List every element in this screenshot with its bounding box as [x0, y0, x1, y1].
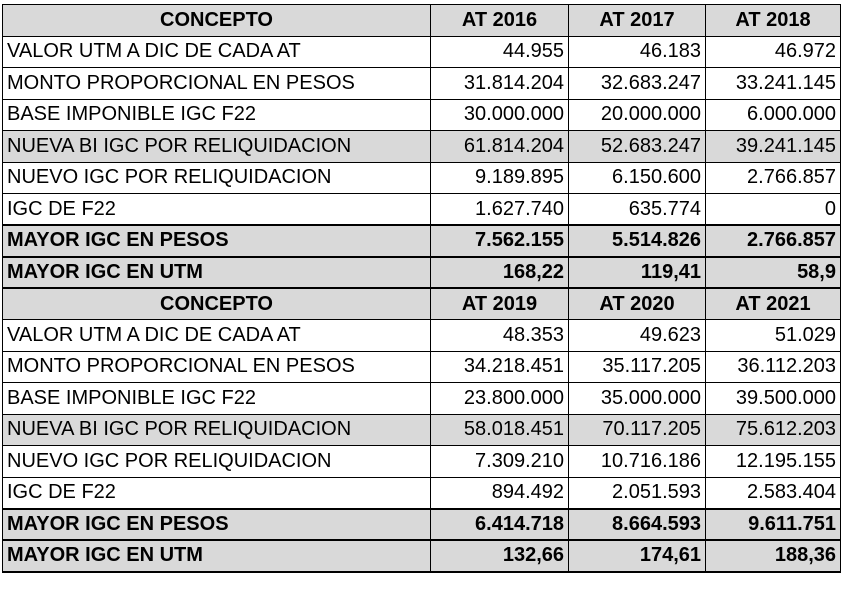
row-label: BASE IMPONIBLE IGC F22 — [3, 383, 431, 415]
row-value: 2.766.857 — [706, 162, 841, 194]
row-value: 12.195.155 — [706, 446, 841, 478]
row-value: 6.150.600 — [569, 162, 706, 194]
table-row — [3, 257, 841, 289]
row-value: 9.611.751 — [706, 509, 841, 541]
row-value: 7.309.210 — [431, 446, 569, 478]
header-cell-concepto: CONCEPTO — [3, 5, 431, 37]
row-value: 35.000.000 — [569, 383, 706, 415]
row-value: 0 — [706, 194, 841, 226]
row-value: 132,66 — [431, 540, 569, 572]
row-value: 70.117.205 — [569, 414, 706, 446]
table-row — [3, 225, 841, 257]
row-label: MONTO PROPORCIONAL EN PESOS — [3, 351, 431, 383]
row-value: 39.500.000 — [706, 383, 841, 415]
table-row — [3, 162, 841, 194]
row-value: 52.683.247 — [569, 131, 706, 163]
row-value: 7.562.155 — [431, 225, 569, 257]
table-row — [3, 351, 841, 383]
row-label: BASE IMPONIBLE IGC F22 — [3, 99, 431, 131]
row-value: 174,61 — [569, 540, 706, 572]
table-row — [3, 194, 841, 226]
table-row — [3, 414, 841, 446]
row-value: 48.353 — [431, 320, 569, 352]
row-value: 20.000.000 — [569, 99, 706, 131]
row-label: IGC DE F22 — [3, 194, 431, 226]
row-value: 36.112.203 — [706, 351, 841, 383]
header-cell-year: AT 2019 — [431, 288, 569, 320]
row-value: 23.800.000 — [431, 383, 569, 415]
row-value: 34.218.451 — [431, 351, 569, 383]
row-value: 6.414.718 — [431, 509, 569, 541]
row-value: 8.664.593 — [569, 509, 706, 541]
table-row — [3, 477, 841, 509]
table-row — [3, 36, 841, 68]
row-value: 2.766.857 — [706, 225, 841, 257]
row-value: 58,9 — [706, 257, 841, 289]
row-label: MONTO PROPORCIONAL EN PESOS — [3, 68, 431, 100]
row-value: 168,22 — [431, 257, 569, 289]
row-value: 49.623 — [569, 320, 706, 352]
header-row — [3, 288, 841, 320]
header-cell-concepto: CONCEPTO — [3, 288, 431, 320]
row-value: 35.117.205 — [569, 351, 706, 383]
header-cell-year: AT 2017 — [569, 5, 706, 37]
row-value: 33.241.145 — [706, 68, 841, 100]
row-label: MAYOR IGC EN UTM — [3, 257, 431, 289]
row-value: 30.000.000 — [431, 99, 569, 131]
table-row — [3, 131, 841, 163]
row-label: MAYOR IGC EN PESOS — [3, 509, 431, 541]
row-value: 5.514.826 — [569, 225, 706, 257]
row-label: MAYOR IGC EN PESOS — [3, 225, 431, 257]
row-label: IGC DE F22 — [3, 477, 431, 509]
table-row — [3, 383, 841, 415]
table-row — [3, 99, 841, 131]
row-label: NUEVA BI IGC POR RELIQUIDACION — [3, 131, 431, 163]
row-label: NUEVO IGC POR RELIQUIDACION — [3, 162, 431, 194]
row-label: VALOR UTM A DIC DE CADA AT — [3, 36, 431, 68]
row-value: 9.189.895 — [431, 162, 569, 194]
header-cell-year: AT 2020 — [569, 288, 706, 320]
table-row — [3, 509, 841, 541]
row-value: 119,41 — [569, 257, 706, 289]
table-row — [3, 68, 841, 100]
row-value: 1.627.740 — [431, 194, 569, 226]
row-value: 32.683.247 — [569, 68, 706, 100]
header-cell-year: AT 2021 — [706, 288, 841, 320]
row-value: 58.018.451 — [431, 414, 569, 446]
row-value: 46.183 — [569, 36, 706, 68]
row-value: 31.814.204 — [431, 68, 569, 100]
tax-reliquidation-table — [2, 4, 841, 573]
table-row — [3, 446, 841, 478]
header-cell-year: AT 2018 — [706, 5, 841, 37]
row-label: NUEVA BI IGC POR RELIQUIDACION — [3, 414, 431, 446]
table-row — [3, 320, 841, 352]
row-value: 635.774 — [569, 194, 706, 226]
row-value: 39.241.145 — [706, 131, 841, 163]
row-value: 2.583.404 — [706, 477, 841, 509]
header-row — [3, 5, 841, 37]
header-cell-year: AT 2016 — [431, 5, 569, 37]
row-label: VALOR UTM A DIC DE CADA AT — [3, 320, 431, 352]
row-value: 46.972 — [706, 36, 841, 68]
row-value: 2.051.593 — [569, 477, 706, 509]
row-value: 188,36 — [706, 540, 841, 572]
row-value: 10.716.186 — [569, 446, 706, 478]
row-value: 44.955 — [431, 36, 569, 68]
row-value: 75.612.203 — [706, 414, 841, 446]
row-label: NUEVO IGC POR RELIQUIDACION — [3, 446, 431, 478]
row-value: 6.000.000 — [706, 99, 841, 131]
table-body — [3, 5, 841, 572]
row-value: 51.029 — [706, 320, 841, 352]
row-value: 61.814.204 — [431, 131, 569, 163]
table-row — [3, 540, 841, 572]
row-label: MAYOR IGC EN UTM — [3, 540, 431, 572]
row-value: 894.492 — [431, 477, 569, 509]
